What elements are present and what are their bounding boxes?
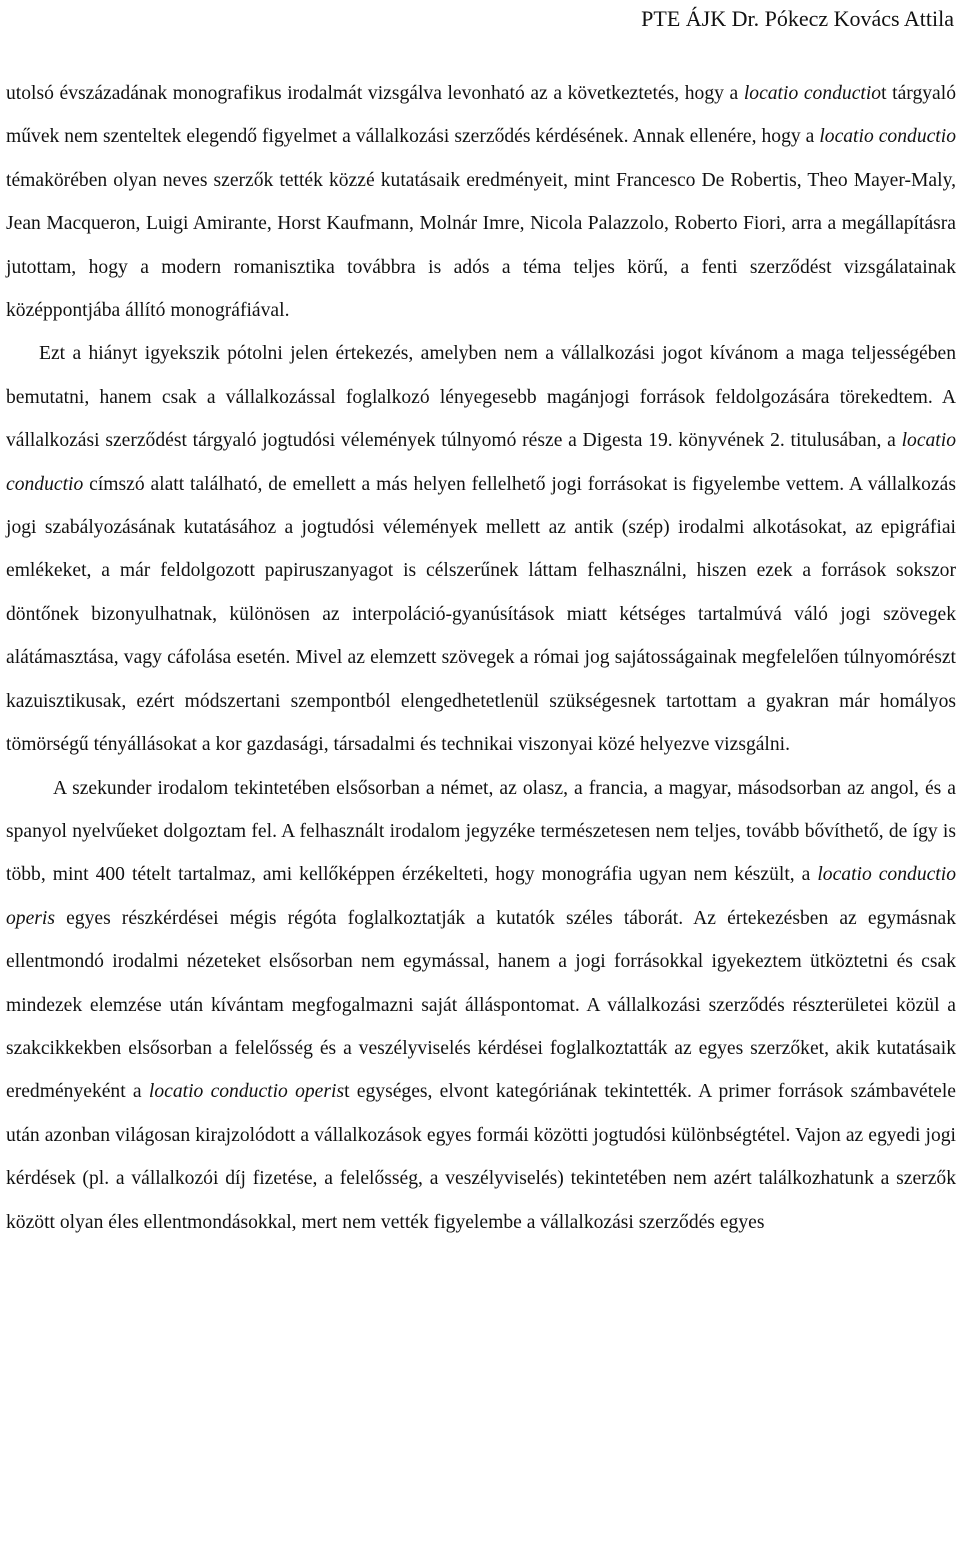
paragraph-2-text-2: címszó alatt található, de emellett a más helyen fellelhető jogi forrásokat is figyelembe vettem. A vállalkozás jogi szabályozásának kutatásához a jogtudósi vélemények mellett az antik (szép) irodalmi alkotásokat, az epigráfiai emlékeket, a már feldolgozott papiruszanyagot is célszerűnek láttam felhasználni, hiszen ezek a források sokszor döntőnek bizonyulhatnak, különösen az interpoláció-gyanúsítások miatt kétséges tartalmúvá váló jogi szövegek alátámasztása, vagy cáfolása esetén. Mivel az elemzett szövegek a római jog sajátosságainak megfelelően túlnyomórészt kazuisztikusak, ezért módszertani szempontból elengedhetetlenül szükségesnek tartottam a gyakran már homályos tömörségű tényállásokat a kor gazdasági, társadalmi és technikai viszonyai közé helyezve vizsgálni. — [6, 473, 956, 756]
paragraph-1-italic-term-2: locatio conductio — [819, 126, 956, 148]
paragraph-1-text-3: témakörében olyan neves szerzők tették közzé kutatásaik eredményeit, mint Francesco De Robertis, Theo Mayer-Maly, Jean Macqueron, Luigi Amirante, Horst Kaufmann, Molnár Imre, Nicola Palazzolo, Roberto Fiori, arra a megállapításra jutottam, hogy a modern romanisztika továbbra is adós a téma teljes körű, a fenti szerződést vizsgálatainak középpontjába állító monográfiával. — [6, 169, 956, 322]
paragraph-3-italic-term-2: locatio conductio operis — [148, 1081, 345, 1103]
paragraph-3-text-2: egyes részkérdései mégis régóta foglalkoztatják a kutatók széles táborát. Az értekezésben az egymásnak ellentmondó irodalmi nézeteket elsősorban nem egymással, hanem a jogi forrásokkal igyekeztem ütköztetni és csak mindezek elemzése után kívántam megfogalmazni saját álláspontomat. A vállalkozási szerződés részterületei közül a szakcikkekben elsősorban a felelősség és a veszélyviselés kérdései foglalkoztatták az egyes szerzőket, akik kutatásaik eredményeként a — [6, 907, 956, 1103]
body-text — [6, 72, 956, 1244]
paragraph-1 — [6, 72, 956, 332]
paragraph-1-text-1: utolsó évszázadának monografikus irodalmát vizsgálva levonható az a következtetés, hogy a — [6, 83, 744, 104]
paragraph-3 — [6, 767, 956, 1244]
paragraph-2-italic-term-1: locatio conductio — [6, 430, 956, 495]
paragraph-1-text-2: t tárgyaló művek nem szenteltek elegendő figyelmet a vállalkozási szerződés kérdésének. Annak ellenére, hogy a — [6, 83, 956, 148]
paragraph-2 — [6, 332, 956, 766]
paragraph-3-text-1: A szekunder irodalom tekintetében elsősorban a német, az olasz, a francia, a magyar, másodsorban az angol, és a spanyol nyelvűeket dolgoztam fel. A felhasznált irodalom jegyzéke természetesen nem teljes, tovább bővíthető, de így is több, mint 400 tételt tartalmaz, ami kellőképpen érzékelteti, hogy monográfia ugyan nem készült, a — [6, 777, 956, 886]
paragraph-2-text-1: Ezt a hiányt igyekszik pótolni jelen értekezés, amelyben nem a vállalkozási jogot kívánom a maga teljességében bemutatni, hanem csak a vállalkozással foglalkozó lényegesebb magánjogi források feldolgozására törekedtem. A vállalkozási szerződést tárgyaló jogtudósi vélemények túlnyomó része a Digesta 19. könyvének 2. titulusában, a — [6, 343, 956, 452]
paragraph-1-italic-term-1: locatio conductio — [743, 83, 882, 104]
paragraph-3-text-3: t egységes, elvont kategóriának tekintették. A primer források számbavétele után azonban világosan kirajzolódott a vállalkozások egyes formái közötti jogtudósi különbségtétel. Vajon az egyedi jogi kérdések (pl. a vállalkozói díj fizetése, a felelősség, a veszélyviselés) tekintetében nem azért találkozhatunk a szerzők között olyan éles ellentmondásokkal, mert nem vették figyelembe a vállalkozási szerződés egyes — [6, 1081, 956, 1233]
paragraph-3-italic-term-1: locatio conductio operis — [6, 864, 956, 929]
running-header: PTE ÁJK Dr. Pókecz Kovács Attila — [641, 6, 954, 31]
